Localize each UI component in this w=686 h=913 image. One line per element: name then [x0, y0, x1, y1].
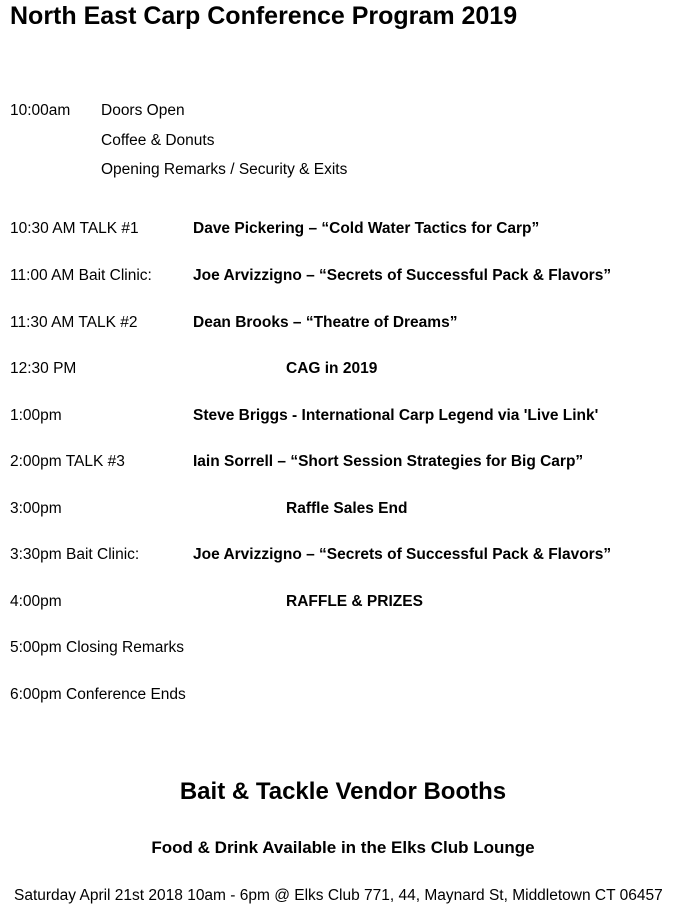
schedule-time: 3:30pm Bait Clinic: — [10, 546, 140, 563]
schedule-time: 2:00pm TALK #3 — [10, 453, 125, 470]
schedule-detail: Dave Pickering – “Cold Water Tactics for Carp” — [193, 220, 540, 237]
schedule-detail: CAG in 2019 — [286, 360, 378, 377]
opening-item-coffee: Coffee & Donuts — [101, 132, 215, 149]
schedule-time: 1:00pm — [10, 407, 62, 424]
schedule-time: 10:00am — [10, 102, 71, 119]
food-drink-note: Food & Drink Available in the Elks Club Lounge — [151, 838, 535, 857]
schedule-time: 11:30 AM TALK #2 — [10, 314, 138, 331]
schedule-time: 6:00pm Conference Ends — [10, 686, 186, 703]
schedule-time: 3:00pm — [10, 500, 62, 517]
schedule-detail: Iain Sorrell – “Short Session Strategies for Big Carp” — [193, 453, 584, 470]
schedule-detail: Joe Arvizzigno – “Secrets of Successful Pack & Flavors” — [193, 546, 612, 563]
page-title: North East Carp Conference Program 2019 — [10, 2, 518, 30]
schedule-time: 4:00pm — [10, 593, 62, 610]
schedule-time: 12:30 PM — [10, 360, 77, 377]
schedule-detail: Steve Briggs - International Carp Legend via 'Live Link' — [193, 407, 599, 424]
schedule-detail: RAFFLE & PRIZES — [286, 593, 423, 610]
schedule-time: 10:30 AM TALK #1 — [10, 220, 139, 237]
schedule-time: 5:00pm Closing Remarks — [10, 639, 185, 656]
event-info: Saturday April 21st 2018 10am - 6pm @ Elks Club 771, 44, Maynard St, Middletown CT 06457 — [14, 887, 663, 904]
schedule-detail: Dean Brooks – “Theatre of Dreams” — [193, 314, 458, 331]
opening-item-remarks: Opening Remarks / Security & Exits — [101, 161, 348, 178]
schedule-time: 11:00 AM Bait Clinic: — [10, 267, 152, 284]
vendor-booths-heading: Bait & Tackle Vendor Booths — [179, 778, 507, 805]
opening-item-doors: Doors Open — [101, 102, 185, 119]
schedule-detail: Raffle Sales End — [286, 500, 408, 517]
schedule-detail: Joe Arvizzigno – “Secrets of Successful Pack & Flavors” — [193, 267, 612, 284]
